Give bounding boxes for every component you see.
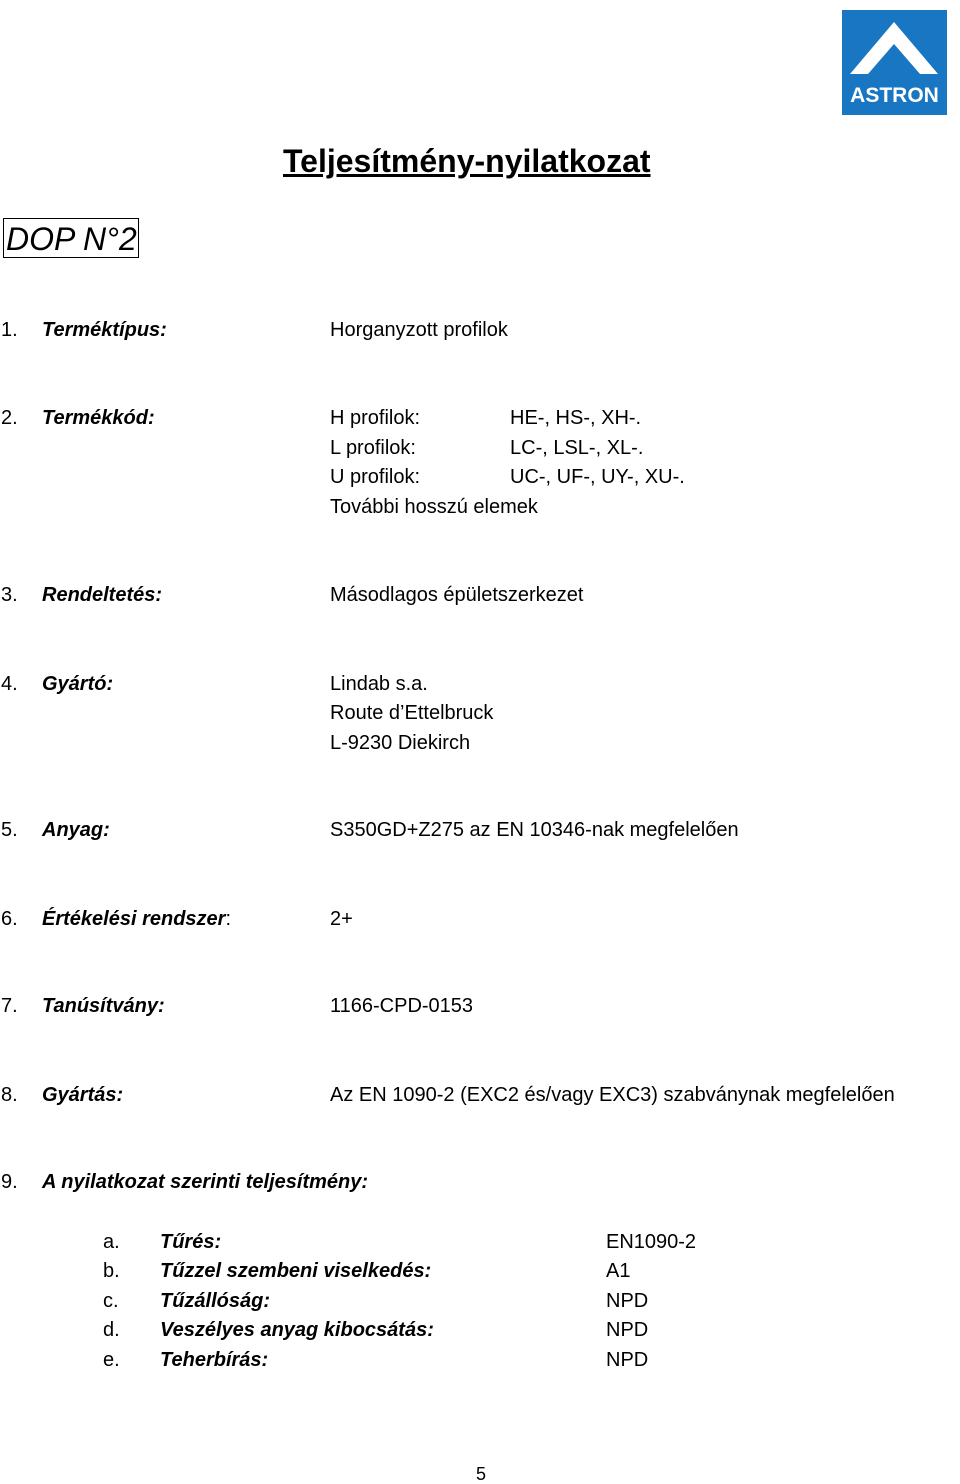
profile-codes: LC-, LSL-, XL-. (510, 437, 644, 459)
item-label-manufacturer: Gyártó: (42, 673, 114, 695)
logo-text: ASTRON (850, 84, 939, 107)
performance-value: NPD (606, 1349, 649, 1371)
profile-name: H profilok: (330, 407, 421, 429)
performance-value: EN1090-2 (606, 1231, 697, 1253)
page-number: 5 (476, 1464, 487, 1484)
item-label-product-type: Terméktípus: (42, 319, 167, 341)
item-number: 4. (1, 673, 18, 695)
performance-key: Tűzzel szembeni viselkedés: (160, 1260, 432, 1282)
item-number: 1. (1, 319, 18, 341)
item-number: 6. (1, 908, 18, 930)
item-label-production: Gyártás: (42, 1084, 124, 1106)
manufacturer-line: Route d’Ettelbruck (330, 702, 494, 724)
item-value-material: S350GD+Z275 az EN 10346-nak megfelelően (330, 819, 739, 841)
assessment-label-text: Értékelési rendszer (42, 908, 226, 930)
profile-codes: HE-, HS-, XH-. (510, 407, 642, 429)
assessment-label-colon: : (225, 908, 231, 930)
performance-key: Tűrés: (160, 1231, 222, 1253)
performance-letter: e. (103, 1349, 120, 1371)
manufacturer-line: L-9230 Diekirch (330, 732, 471, 754)
item-value-assessment: 2+ (330, 908, 353, 930)
item-label-material: Anyag: (42, 819, 110, 841)
performance-letter: a. (103, 1231, 120, 1253)
performance-key: Teherbírás: (160, 1349, 269, 1371)
item-number: 8. (1, 1084, 18, 1106)
item-label-product-code: Termékkód: (42, 407, 155, 429)
item-value-purpose: Másodlagos épületszerkezet (330, 584, 584, 606)
performance-letter: d. (103, 1319, 120, 1341)
item-value-product-type: Horganyzott profilok (330, 319, 508, 341)
manufacturer-line: Lindab s.a. (330, 673, 428, 695)
item-value-certificate: 1166-CPD-0153 (330, 995, 474, 1017)
dop-number: DOP N°2 (3, 218, 139, 258)
item-label-performance: A nyilatkozat szerinti teljesítmény: (42, 1171, 369, 1193)
item-number: 5. (1, 819, 18, 841)
performance-key: Veszélyes anyag kibocsátás: (160, 1319, 434, 1341)
item-number: 2. (1, 407, 18, 429)
profile-name: U profilok: (330, 466, 421, 488)
item-label-assessment (42, 909, 231, 929)
item-number: 9. (1, 1171, 18, 1193)
document-title: Teljesítmény-nyilatkozat (283, 143, 651, 179)
astron-logo (842, 10, 947, 115)
item-value-production: Az EN 1090-2 (EXC2 és/vagy EXC3) szabványnak megfelelően (330, 1084, 895, 1106)
profile-name: L profilok: (330, 437, 416, 459)
item-number: 7. (1, 995, 18, 1017)
profile-extra: További hosszú elemek (330, 496, 538, 518)
profile-codes: UC-, UF-, UY-, XU-. (510, 466, 685, 488)
item-label-purpose: Rendeltetés: (42, 584, 163, 606)
performance-letter: b. (103, 1260, 120, 1282)
item-number: 3. (1, 584, 18, 606)
item-label-certificate: Tanúsítvány: (42, 995, 165, 1017)
performance-value: NPD (606, 1319, 649, 1341)
performance-letter: c. (103, 1290, 119, 1312)
performance-value: A1 (606, 1260, 631, 1282)
performance-key: Tűzállóság: (160, 1290, 271, 1312)
performance-value: NPD (606, 1290, 649, 1312)
